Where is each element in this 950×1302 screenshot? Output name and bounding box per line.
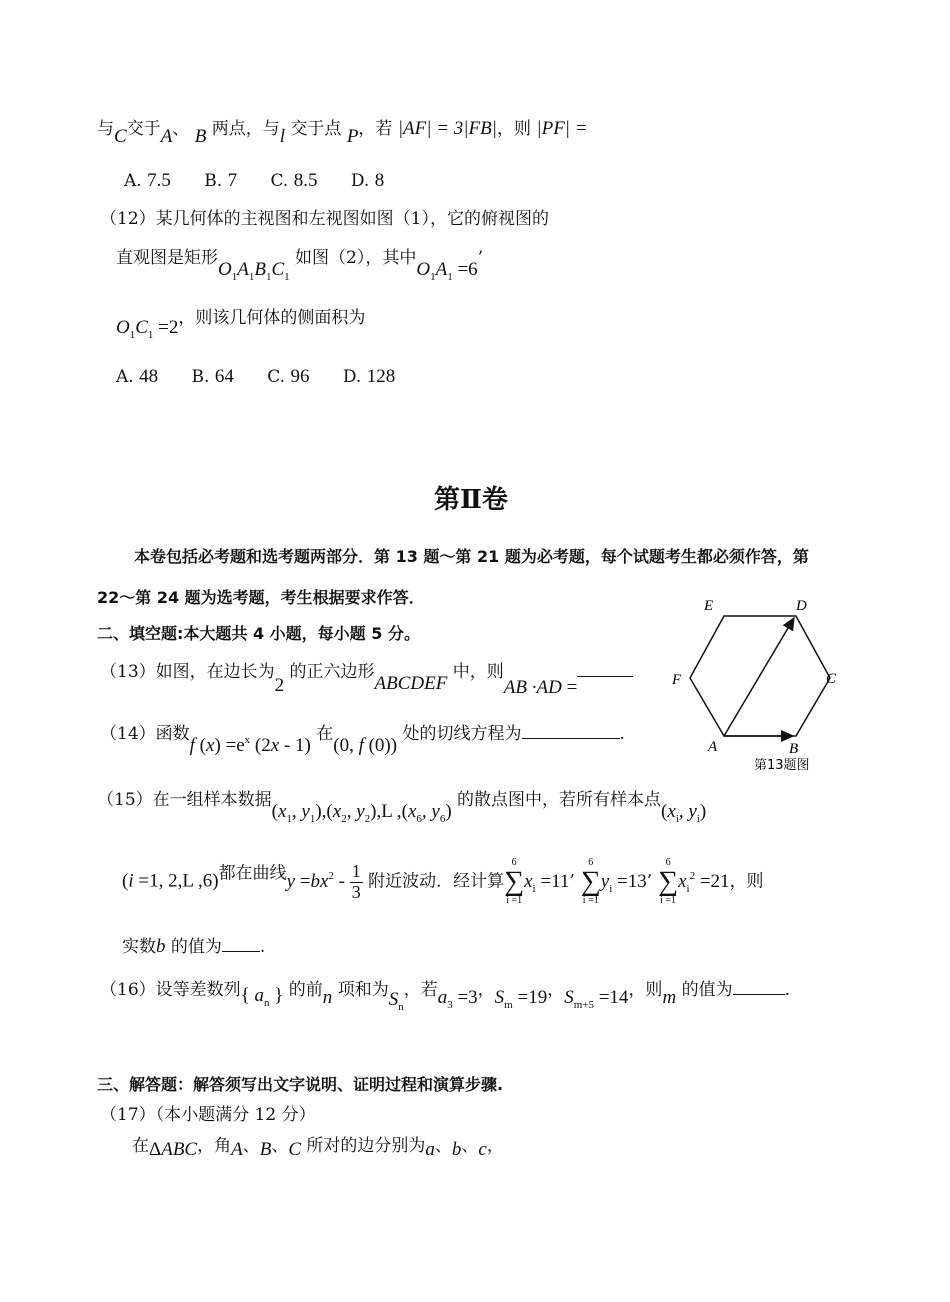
q16-stem: （16）设等差数列{ $a_n$ } 的前n 项和为$S_n$，若$a_3 =3$，$S_m =19$，$S_{m+5} =14$，则m 的值为 . xyxy=(100,980,790,1013)
option-a xyxy=(116,367,158,387)
text: ，则该几何体的侧面积为 xyxy=(178,308,366,328)
math-point: (0, f (0)) xyxy=(333,735,398,756)
math-sum-y: $y_i =13$ xyxy=(600,870,647,895)
vector-ad-arrow xyxy=(724,618,794,736)
hexagon-figure xyxy=(672,598,850,778)
text: ，则 xyxy=(496,119,531,139)
math-function: f $(x) =e^x$ (2x - 1) xyxy=(189,734,311,756)
option-label: B. xyxy=(191,367,210,387)
part2-intro-line2: 22～第 24 题为选考题，考生根据要求作答． xyxy=(97,588,425,607)
text: ，若 xyxy=(358,119,393,139)
q15-line3: 实数b 的值为 . xyxy=(122,936,266,957)
vertex-label-c: C xyxy=(826,671,837,687)
text: 项和为 xyxy=(337,980,389,1000)
sum-x: 6 ∑ i =1 xyxy=(504,857,525,906)
option-value: 7.5 xyxy=(147,170,171,191)
math-var: A xyxy=(231,1139,243,1160)
math-fraction: $\frac{1}{3}$ xyxy=(351,860,361,902)
math-curve: $y =bx^2$ - xyxy=(286,869,350,892)
q12-options xyxy=(116,366,395,389)
option-value: 64 xyxy=(214,366,234,387)
math-var: P xyxy=(346,126,359,147)
text: （16）设等差数列 xyxy=(100,980,241,1000)
math-sum-x: $x_i =11$ xyxy=(524,870,570,895)
math-var: B xyxy=(259,1139,272,1160)
q12-line3 xyxy=(116,308,365,342)
text: 处的切线方程为 xyxy=(402,724,522,744)
math-var: c xyxy=(478,1139,487,1160)
text: ’ xyxy=(477,248,484,268)
answer-blank[interactable] xyxy=(577,676,633,677)
math-samples: ($x_1$, $y_1),(x_2$, $y_2),L$ $,(x_6$, $y_6$) xyxy=(271,801,452,825)
q15-line1 xyxy=(97,790,706,826)
text: （15）在一组样本数据 xyxy=(97,790,272,810)
q17-stem: 在ΔABC，角A、B、C 所对的边分别为a、b、c， xyxy=(132,1136,504,1160)
text: 实数 xyxy=(122,937,156,957)
q14-stem: （14）函数f $(x) =e^x$ (2x - 1) 在(0, f (0)) 处的切线方程为 . xyxy=(100,724,625,756)
text: ，则 xyxy=(628,980,663,1000)
text: ，则 xyxy=(729,871,764,892)
math-number: 2 xyxy=(274,675,285,696)
math-var: C xyxy=(114,126,127,147)
text: 如图（2），其中 xyxy=(295,248,417,268)
math-rect: $O_1A_1B_1C_1$ xyxy=(218,259,290,283)
option-label: C. xyxy=(267,367,286,387)
text: 与 xyxy=(97,119,114,139)
option-label: B. xyxy=(204,171,223,191)
option-label: D. xyxy=(342,367,362,387)
part2-intro-line1: 本卷包括必考题和选考题两部分．第 13 题～第 21 题为必考题，每个试题考生都必须作答，第 xyxy=(134,547,809,566)
math-var: C xyxy=(288,1139,302,1160)
option-value: 96 xyxy=(290,366,310,387)
text: 的正六边形 xyxy=(289,662,375,682)
math-expr: |AF| = 3|FB| xyxy=(397,118,497,139)
answer-blank[interactable] xyxy=(222,951,260,952)
math-point: ($x_i$, $y_i$) xyxy=(661,801,707,825)
option-label: A. xyxy=(124,171,142,191)
q11-options xyxy=(124,170,384,193)
math-dot-product: AB ·AD = xyxy=(503,677,578,698)
text: 中，则 xyxy=(452,662,504,682)
option-value: 8 xyxy=(374,170,385,191)
math-var: $S_n$ xyxy=(388,989,404,1013)
math-eq: $O_1A_1 =6$ xyxy=(416,259,478,283)
text: 直观图是矩形 xyxy=(116,248,218,268)
text: （13）如图，在边长为 xyxy=(100,662,275,682)
text: 所对的边分别为 xyxy=(306,1136,426,1156)
option-d xyxy=(351,171,384,191)
text: 都在曲线 xyxy=(218,863,287,884)
text: （14）函数 xyxy=(100,724,190,744)
vertex-label-e: E xyxy=(704,598,714,614)
q12-line2 xyxy=(116,248,483,284)
math-expr: |PF| = xyxy=(536,118,588,139)
option-label: C. xyxy=(270,171,289,191)
math-triangle: ΔABC xyxy=(149,1139,198,1160)
figure-caption: 第13题图 xyxy=(754,758,810,773)
text: 的值为 xyxy=(170,937,222,957)
text: 、 xyxy=(172,119,190,139)
math-cond-sm5: $S_{m+5} =14$ xyxy=(564,987,629,1011)
math-eq: $O_1C_1 =2$ xyxy=(116,317,179,341)
text: 交于 xyxy=(126,119,161,139)
math-name: ABCDEF xyxy=(374,673,448,694)
math-var: b xyxy=(451,1139,462,1160)
math-var: A xyxy=(160,126,173,147)
math-var: l xyxy=(279,126,285,147)
option-c xyxy=(270,171,317,191)
text: 的散点图中，若所有样本点 xyxy=(457,790,662,810)
math-var: n xyxy=(322,987,333,1008)
answer-blank[interactable] xyxy=(522,738,620,739)
text: 交于点 xyxy=(290,119,342,139)
option-value: 48 xyxy=(139,366,159,387)
text: ，角 xyxy=(197,1136,232,1156)
vertex-label-a: A xyxy=(708,739,718,755)
fill-in-section-heading: 二、填空题:本大题共 4 小题，每小题 5 分。 xyxy=(97,624,420,643)
q15-line2: (i =1, 2,L ,6)都在曲线$y =bx^2$ - $\frac{1}{3}$ 附近波动．经计算 6 ∑ i =1 $x_i =11$’ 6 ∑ i =1 $y_i =13$’ 6 ∑ i =1 $x_i^2 =21$，则 xyxy=(122,857,764,906)
option-b xyxy=(204,171,237,191)
vertex-label-f: F xyxy=(672,672,682,688)
math-sequence: { $a_n$ } xyxy=(240,985,284,1009)
sum-x2: 6 ∑ i =1 xyxy=(658,857,679,906)
solution-section-heading: 三、解答题：解答须写出文字说明、证明过程和演算步骤. xyxy=(97,1075,504,1094)
math-var: m xyxy=(662,987,677,1008)
text: 附近波动．经计算 xyxy=(368,871,505,892)
text: 的值为 xyxy=(681,980,733,1000)
sum-y: 6 ∑ i =1 xyxy=(580,857,601,906)
option-d xyxy=(343,367,395,387)
answer-blank[interactable] xyxy=(733,994,785,995)
vertex-label-b: B xyxy=(789,741,799,757)
math-cond-a3: $a_3 =3$ xyxy=(437,987,478,1011)
math-sum-x2: $x_i^2 =21$ xyxy=(678,869,730,895)
math-var: a xyxy=(425,1139,435,1160)
option-b xyxy=(192,367,234,387)
math-cond-sm: $S_m =19$ xyxy=(494,987,548,1011)
option-label: A. xyxy=(116,367,134,387)
text: 两点，与 xyxy=(211,119,280,139)
option-label: D. xyxy=(350,171,370,191)
math-var: b xyxy=(156,936,166,957)
math-var: B xyxy=(194,126,207,147)
option-value: 128 xyxy=(366,366,396,387)
part2-title: 第Ⅱ卷 xyxy=(434,485,508,515)
text: 的前 xyxy=(288,980,323,1000)
q11-stem xyxy=(97,118,588,149)
q13-stem xyxy=(100,662,633,700)
text: ，若 xyxy=(403,980,438,1000)
q12-line1: （12）某几何体的主视图和左视图如图（1），它的俯视图的 xyxy=(100,209,549,229)
q17-heading: （17）（本小题满分 12 分） xyxy=(100,1105,316,1125)
option-a xyxy=(124,171,171,191)
option-c xyxy=(267,367,309,387)
vertex-label-d: D xyxy=(796,598,807,614)
math-index-range: (i =1, 2,L ,6) xyxy=(122,870,219,892)
text: 在 xyxy=(316,724,334,744)
option-value: 7 xyxy=(227,170,238,191)
text: 在 xyxy=(132,1136,149,1156)
option-value: 8.5 xyxy=(293,170,318,191)
